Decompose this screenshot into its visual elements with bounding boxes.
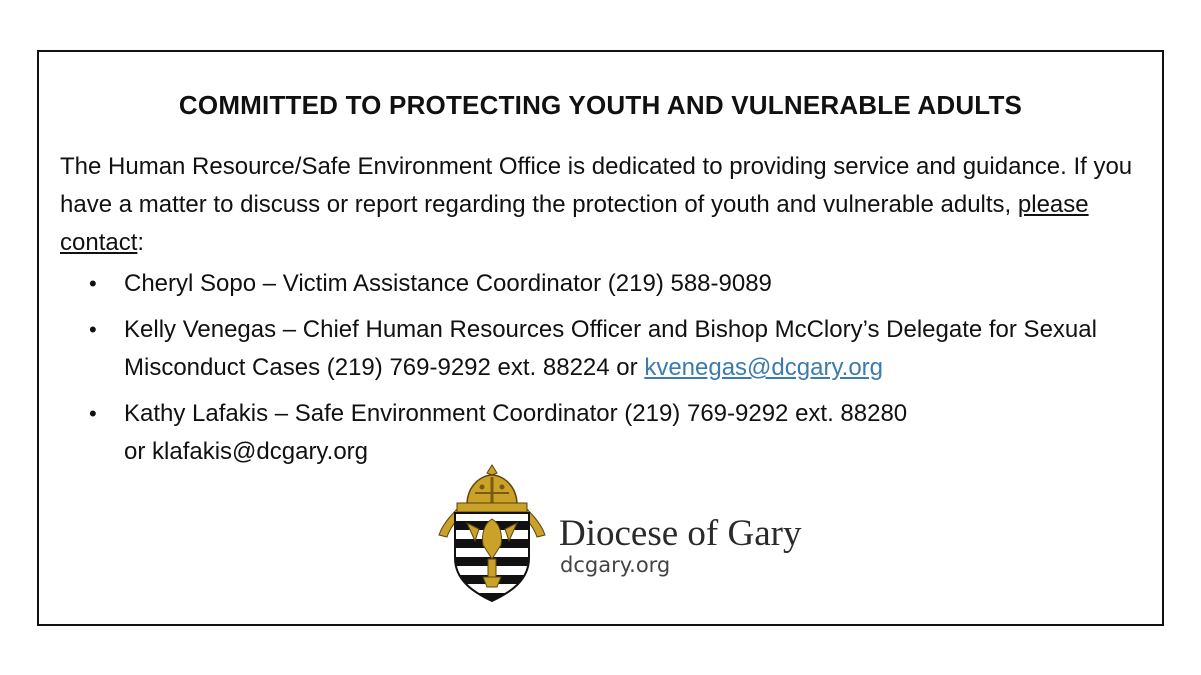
bullet-icon: • (89, 401, 97, 426)
bullet-icon: • (89, 271, 97, 296)
intro-text: The Human Resource/Safe Environment Office is dedicated to providing service and guidance. If you have a matter to discuss or report regarding the protection of youth and vulnerable adults, (60, 153, 1133, 218)
logo-name: Diocese of Gary (559, 513, 802, 554)
contact-item-kathy-lafakis (39, 395, 1149, 471)
contact-text: Kelly Venegas – Chief Human Resources Officer and Bishop McClory’s Delegate for Sexual Misconduct Cases (219) 769-9292 ext. 88224 or (124, 316, 1097, 381)
diocese-crest-icon (437, 463, 547, 603)
contact-list (39, 265, 1149, 479)
notice-box (37, 50, 1164, 626)
email-link-kvenegas[interactable]: kvenegas@dcgary.org (644, 354, 884, 381)
please-contact-text: please contact (60, 191, 1089, 256)
contact-email-text: or klafakis@dcgary.org (124, 438, 369, 465)
contact-item-cheryl-sopo (39, 265, 1149, 303)
contact-text: Kathy Lafakis – Safe Environment Coordinator (219) 769-9292 ext. 88280 (124, 400, 908, 427)
intro-paragraph (60, 148, 1150, 262)
contact-item-kelly-venegas (39, 311, 1149, 387)
bullet-icon: • (89, 317, 97, 342)
intro-end: : (137, 229, 145, 256)
contact-text: Cheryl Sopo – Victim Assistance Coordinator (219) 588-9089 (124, 270, 772, 297)
diocese-logo (437, 463, 817, 603)
logo-url: dcgary.org (560, 553, 671, 577)
notice-heading: COMMITTED TO PROTECTING YOUTH AND VULNERABLE ADULTS (178, 90, 1023, 120)
